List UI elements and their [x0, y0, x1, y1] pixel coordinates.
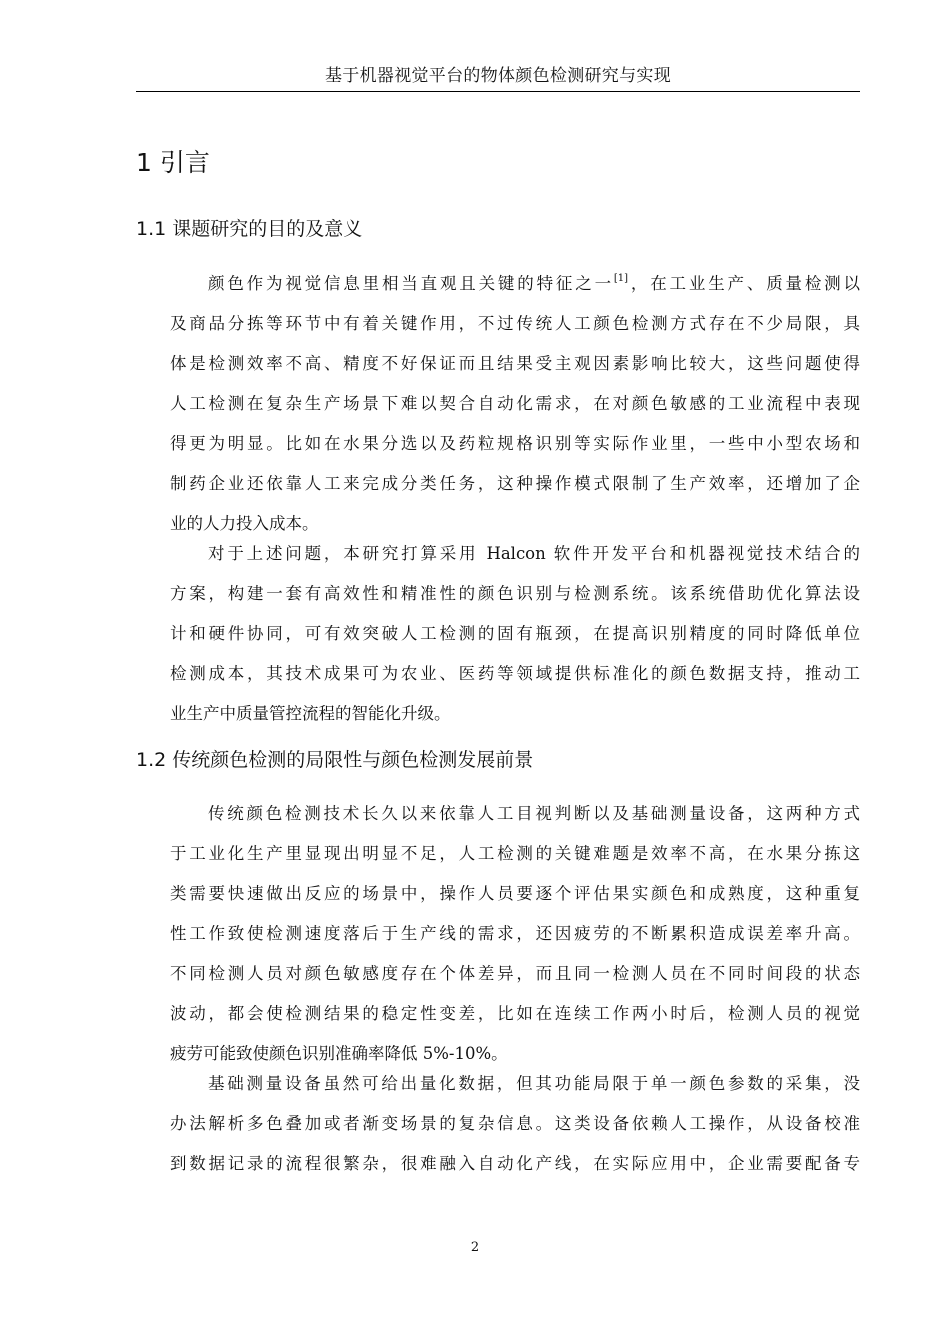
running-header-title: 基于机器视觉平台的物体颜色检测研究与实现	[325, 66, 671, 86]
page-number: 2	[470, 1240, 480, 1255]
paragraph-line: 人工检测在复杂生产场景下难以契合自动化需求，在对颜色敏感的工业流程中表现	[170, 394, 860, 413]
paragraph-line: 业生产中质量管控流程的智能化升级。	[170, 704, 451, 723]
paragraph	[170, 264, 860, 544]
paragraph-line: 方案，构建一套有高效性和精准性的颜色识别与检测系统。该系统借助优化算法设	[170, 584, 860, 603]
paragraph-line: 不同检测人员对颜色敏感度存在个体差异，而且同一检测人员在不同时间段的状态	[170, 964, 860, 983]
paragraph	[170, 534, 860, 734]
paragraph	[170, 1064, 860, 1184]
paragraph-line: 检测成本，其技术成果可为农业、医药等领域提供标准化的颜色数据支持，推动工	[170, 664, 860, 683]
paragraph-line: 制药企业还依靠人工来完成分类任务，这种操作模式限制了生产效率，还增加了企	[170, 474, 860, 493]
section-title-1-2: 1.2 传统颜色检测的局限性与颜色检测发展前景	[136, 749, 534, 771]
paragraph	[170, 794, 860, 1074]
paragraph-line: 疲劳可能致使颜色识别准确率降低 5%-10%。	[170, 1044, 508, 1063]
paragraph-line: 办法解析多色叠加或者渐变场景的复杂信息。这类设备依赖人工操作，从设备校准	[170, 1114, 860, 1133]
paragraph-line: 类需要快速做出反应的场景中，操作人员要逐个评估果实颜色和成熟度，这种重复	[170, 884, 860, 903]
paragraph-line: 性工作致使检测速度落后于生产线的需求，还因疲劳的不断累积造成误差率升高。	[170, 924, 860, 943]
chapter-title: 1 引言	[136, 148, 210, 177]
paragraph-line: 颜色作为视觉信息里相当直观且关键的特征之一[1]，在工业生产、质量检测以	[208, 273, 860, 293]
paragraph-line: 波动，都会使检测结果的稳定性变差，比如在连续工作两小时后，检测人员的视觉	[170, 1004, 860, 1023]
citation-ref[interactable]: [1]	[613, 273, 629, 284]
section-title-1-1: 1.1 课题研究的目的及意义	[136, 218, 363, 240]
paragraph-line: 得更为明显。比如在水果分选以及药粒规格识别等实际作业里，一些中小型农场和	[170, 434, 860, 453]
running-header	[136, 62, 860, 92]
paragraph-line: 传统颜色检测技术长久以来依靠人工目视判断以及基础测量设备，这两种方式	[208, 804, 860, 823]
paragraph-line: 业的人力投入成本。	[170, 514, 319, 533]
paragraph-line: 体是检测效率不高、精度不好保证而且结果受主观因素影响比较大，这些问题使得	[170, 354, 860, 373]
paragraph-line: 基础测量设备虽然可给出量化数据，但其功能局限于单一颜色参数的采集，没	[208, 1074, 860, 1093]
paragraph-line: 对于上述问题，本研究打算采用 Halcon 软件开发平台和机器视觉技术结合的	[208, 544, 860, 563]
paragraph-line: 及商品分拣等环节中有着关键作用，不过传统人工颜色检测方式存在不少局限，具	[170, 314, 860, 333]
paragraph-line: 于工业化生产里显现出明显不足，人工检测的关键难题是效率不高，在水果分拣这	[170, 844, 860, 863]
paragraph-line: 到数据记录的流程很繁杂，很难融入自动化产线，在实际应用中，企业需要配备专	[170, 1154, 860, 1173]
paragraph-line: 计和硬件协同，可有效突破人工检测的固有瓶颈，在提高识别精度的同时降低单位	[170, 624, 860, 643]
